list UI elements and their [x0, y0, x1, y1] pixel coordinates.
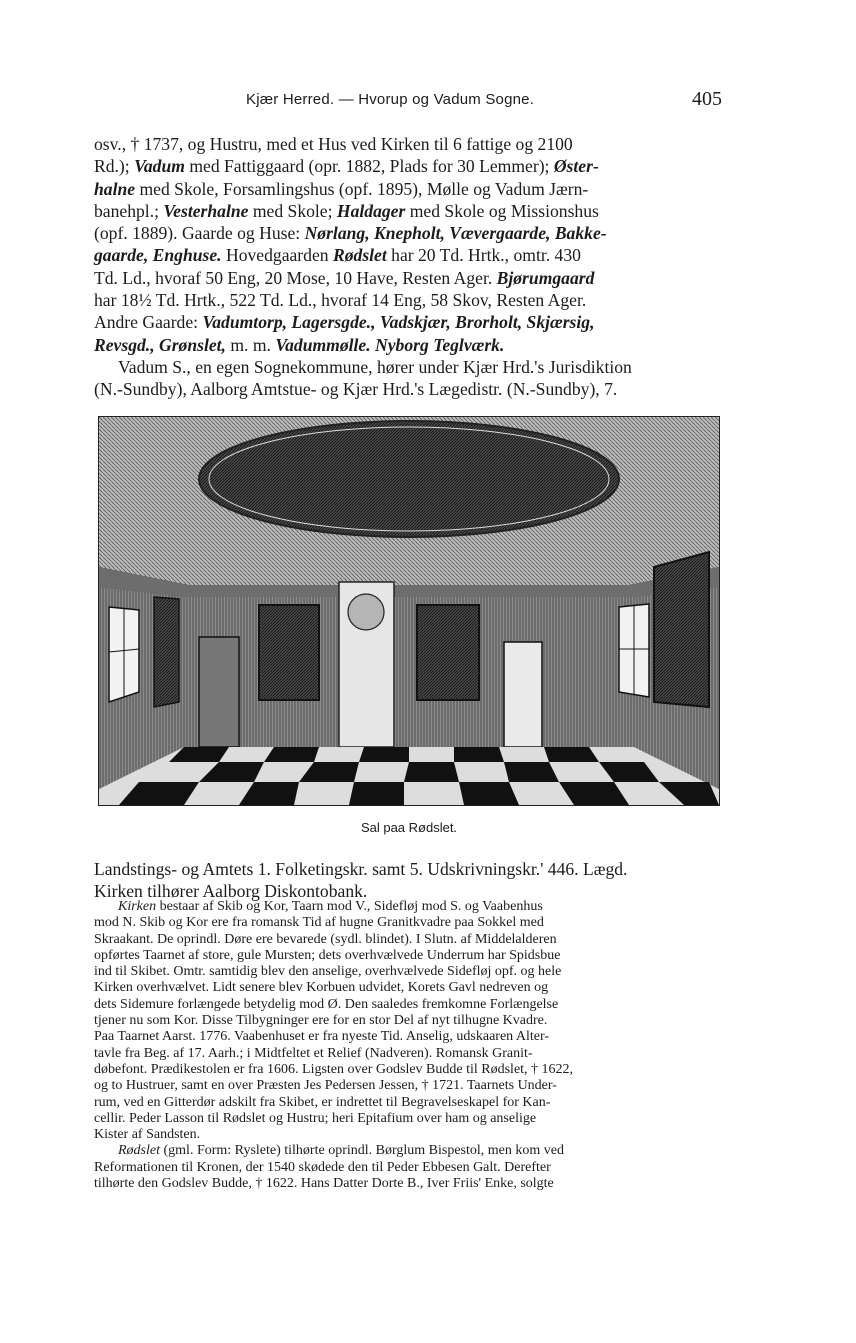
- text-line: [94, 1078, 724, 1094]
- illustration-sal-paa-rodslet: [98, 416, 720, 806]
- text-line: [94, 311, 724, 333]
- paragraph-middle: [94, 858, 724, 902]
- text-run: tjener nu som Kor. Disse Tilbygninger ere for en stor Del af nyt tilhugne Kvadre.: [94, 1013, 548, 1029]
- text-run: Hovedgaarden: [221, 245, 333, 266]
- emphasis-text: Øster-: [553, 156, 599, 177]
- text-run: banehpl.;: [94, 200, 164, 221]
- text-run: og to Hustruer, samt en over Præsten Jes Pedersen Jessen, † 1721. Taarnets Under-: [94, 1078, 557, 1094]
- line-content: [118, 1143, 564, 1159]
- text-line: [94, 1062, 724, 1078]
- text-run: med Fattiggaard (opr. 1882, Plads for 30 Lemmer);: [184, 156, 554, 177]
- text-line: [94, 155, 724, 177]
- emphasis-text: Haldager: [336, 200, 406, 221]
- text-line: [94, 980, 724, 996]
- text-line: [94, 200, 724, 222]
- line-content: [94, 915, 544, 931]
- text-line: [94, 289, 724, 311]
- text-line: [94, 997, 724, 1013]
- text-run: dets Sidemure forlængede betydelig mod Ø. Den saaledes fremkomne Forlængelse: [94, 996, 559, 1012]
- text-line: [94, 1160, 724, 1176]
- line-content: [94, 133, 573, 155]
- text-run: cellir. Peder Lasson til Rødslet og Hustru; heri Epitafium over ham og anselige: [94, 1110, 537, 1126]
- paragraph-small-print: [94, 899, 724, 1192]
- text-run: Reformationen til Kronen, der 1540 skødede den til Peder Ebbesen Galt. Derefter: [94, 1159, 551, 1175]
- line-content: [94, 1078, 557, 1094]
- line-content: [94, 289, 586, 311]
- text-run: tavle fra Beg. af 17. Aarh.; i Midtfeltet et Relief (Nadveren). Romansk Granit-: [94, 1045, 533, 1061]
- line-content: [94, 1095, 550, 1111]
- text-run: opførtes Taarnet af store, gule Mursten; dets overhvælvede Underrum har Spidsbue: [94, 947, 561, 963]
- text-run: ind til Skibet. Omtr. samtidig blev den anselige, overhvælvede Sidefløj opf. og hele: [94, 964, 562, 980]
- text-run: med Skole;: [248, 200, 337, 221]
- line-content: [94, 222, 607, 244]
- emphasis-text: halne: [94, 178, 136, 199]
- running-title: Kjær Herred. — Hvorup og Vadum Sogne.: [246, 91, 535, 108]
- emphasis-text: Kirken: [118, 899, 157, 914]
- text-line: [94, 378, 724, 400]
- emphasis-text: Nørlang, Knepholt, Vævergaarde, Bakke-: [304, 223, 607, 244]
- emphasis-text: Rødslet: [332, 245, 387, 266]
- text-run: har 20 Td. Hrtk., omtr. 430: [386, 245, 581, 266]
- text-run: (gml. Form: Ryslete) tilhørte oprindl. Børglum Bispestol, men kom ved: [160, 1143, 564, 1159]
- line-content: [94, 178, 588, 200]
- line-content: [94, 1160, 551, 1176]
- emphasis-text: Vesterhalne: [163, 200, 249, 221]
- emphasis-text: Vadum: [134, 156, 185, 177]
- text-line: [94, 178, 724, 200]
- page-number: 405: [692, 88, 722, 110]
- text-line: [94, 899, 724, 915]
- emphasis-text: Vadummølle. Nyborg Teglværk.: [275, 334, 505, 355]
- text-line: [94, 964, 724, 980]
- text-run: Skraakant. De oprindl. Døre ere bevarede (sydl. blindet). I Slutn. af Middelalderen: [94, 931, 557, 947]
- line-content: [118, 356, 632, 378]
- text-run: bestaar af Skib og Kor, Taarn mod V., Sidefløj mod S. og Vaabenhus: [156, 899, 543, 914]
- page-header: [94, 88, 722, 112]
- text-run: med Skole, Forsamlingshus (opf. 1895), Mølle og Vadum Jærn-: [135, 178, 589, 199]
- text-run: har 18½ Td. Hrtk., 522 Td. Ld., hvoraf 14 Eng, 58 Skov, Resten Ager.: [94, 290, 587, 311]
- text-line: [94, 267, 724, 289]
- emphasis-text: Vadumtorp, Lagersgde., Vadskjær, Brorholt, Skjærsig,: [202, 312, 595, 333]
- line-content: [94, 964, 561, 980]
- line-content: [94, 980, 548, 996]
- text-run: Kirken overhvælvet. Lidt senere blev Korbuen udvidet, Korets Gavl nedreven og: [94, 980, 549, 996]
- text-run: rum, ved en Gitterdør adskilt fra Skibet, er indrettet til Begravelseskapel for Kan-: [94, 1094, 551, 1110]
- paragraph-top: [94, 133, 724, 401]
- line-content: [94, 334, 504, 356]
- text-line: [94, 222, 724, 244]
- line-content: [94, 200, 599, 222]
- line-content: [94, 932, 557, 948]
- emphasis-text: Revsgd., Grønslet,: [94, 334, 226, 355]
- text-run: m. m.: [225, 334, 276, 355]
- text-run: døbefont. Prædikestolen er fra 1606. Ligsten over Godslev Budde til Rødslet, † 1622,: [94, 1061, 574, 1077]
- line-content: [94, 1176, 554, 1192]
- text-line: [94, 1029, 724, 1045]
- line-content: [94, 378, 617, 400]
- text-run: Vadum S., en egen Sognekommune, hører under Kjær Hrd.'s Jurisdiktion: [118, 356, 632, 377]
- line-content: [94, 267, 594, 289]
- text-line: [94, 1127, 724, 1143]
- line-content: [94, 311, 595, 333]
- text-line: [94, 932, 724, 948]
- line-content: [118, 899, 543, 915]
- text-line: Landstings- og Amtets 1. Folketingskr. samt 5. Udskrivningskr.' 446. Lægd.: [94, 859, 628, 879]
- text-run: Paa Taarnet Aarst. 1776. Vaabenhuset er fra nyeste Tid. Anselig, udskaaren Alter-: [94, 1029, 550, 1045]
- text-line: [94, 244, 724, 266]
- text-line: [94, 334, 724, 356]
- text-run: Rd.);: [94, 156, 135, 177]
- text-run: med Skole og Missionshus: [405, 200, 599, 221]
- text-run: tilhørte den Godslev Budde, † 1622. Hans Datter Dorte B., Iver Friis' Enke, solgte: [94, 1176, 554, 1192]
- text-line: [94, 948, 724, 964]
- engraving-image: [99, 417, 719, 805]
- text-line: [94, 1046, 724, 1062]
- text-line: [94, 1095, 724, 1111]
- line-content: [94, 1062, 573, 1078]
- line-content: [94, 1127, 200, 1143]
- text-line: [94, 915, 724, 931]
- figure-caption: Sal paa Rødslet.: [360, 820, 458, 835]
- text-line: [94, 1111, 724, 1127]
- text-run: Td. Ld., hvoraf 50 Eng, 20 Mose, 10 Have, Resten Ager.: [94, 267, 497, 288]
- text-run: (opf. 1889). Gaarde og Huse:: [94, 223, 305, 244]
- line-content: [94, 1046, 533, 1062]
- text-line: [94, 1176, 724, 1192]
- text-run: (N.-Sundby), Aalborg Amtstue- og Kjær Hrd.'s Lægedistr. (N.-Sundby), 7.: [94, 379, 618, 400]
- line-content: [94, 1029, 549, 1045]
- text-run: osv., † 1737, og Hustru, med et Hus ved Kirken til 6 fattige og 2100: [94, 134, 573, 154]
- text-line: Kirken tilhører Aalborg Diskontobank.: [94, 881, 368, 901]
- line-content: [94, 244, 581, 266]
- text-line: [94, 1143, 724, 1159]
- emphasis-text: Rødslet: [118, 1143, 160, 1159]
- line-content: [94, 1111, 536, 1127]
- line-content: [94, 948, 560, 964]
- emphasis-text: gaarde, Enghuse.: [94, 245, 222, 266]
- text-line: [94, 1013, 724, 1029]
- line-content: [94, 155, 599, 177]
- emphasis-text: Bjørumgaard: [496, 267, 595, 288]
- text-line: [94, 356, 724, 378]
- text-run: Kister af Sandsten.: [94, 1127, 201, 1143]
- text-run: mod N. Skib og Kor ere fra romansk Tid af hugne Granitkvadre paa Sokkel med: [94, 915, 544, 931]
- line-content: [94, 997, 558, 1013]
- line-content: [94, 1013, 547, 1029]
- text-run: Andre Gaarde:: [94, 312, 203, 333]
- text-line: [94, 133, 724, 155]
